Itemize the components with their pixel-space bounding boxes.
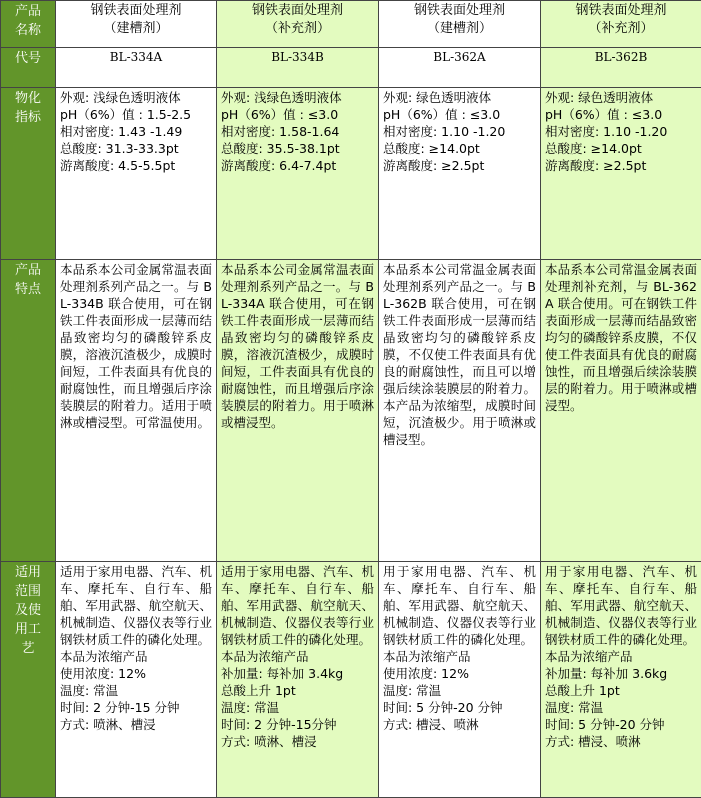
properties-cell [56, 88, 217, 260]
usage-note: 本品为浓缩产品 [221, 649, 309, 664]
usage-cell [217, 562, 379, 798]
product-type: （建槽剂） [103, 21, 169, 36]
usage-method: 方式: 槽浸、喷淋 [545, 734, 641, 749]
usage-scope: 适用于家用电器、汽车、机车、摩托车、自行车、船舶、军用武器、航空航天、机械制造、仪器仪表等行业钢铁材质工件的磷化处理。 [221, 564, 374, 647]
product-type: （补充剂） [264, 21, 330, 36]
ph-value: pH（6%）值 : 1.5-2.5 [60, 107, 192, 122]
appearance: 外观: 浅绿色透明液体 [60, 90, 181, 105]
total-acidity: 总酸度: ≥14.0pt [383, 141, 480, 156]
features-text: 本品系本公司金属常温表面处理剂系列产品之一。与 BL-334B 联合使用，可在钢铁工件表面形成一层薄而结晶致密均匀的磷酸锌系皮膜，溶液沉渣极少，成膜时间短，工件表面具有优良的耐腐蚀性，而且增强后序涂装膜层的附着力。适用于喷淋或槽浸型。可常温使用。 [60, 262, 212, 430]
product-name-cell [379, 1, 541, 48]
row-label-line: 物化 [14, 91, 41, 106]
free-acidity: 游离酸度: 6.4-7.4pt [221, 158, 337, 173]
row-label-line: 产品 [14, 263, 41, 278]
row-label-product-name [1, 1, 56, 48]
properties-cell [379, 88, 541, 260]
row-label-code: 代号 [1, 48, 56, 88]
product-name: 钢铁表面处理剂 [413, 3, 505, 18]
row-label-line: 艺 [21, 641, 35, 656]
features-text: 本品系本公司常温金属表面处理剂系列产品之一。与 BL-362B 联合使用，可在钢铁工件表面形成一层薄而结晶致密均匀的磷酸锌系皮膜，不仅使工件表面具有优良的耐腐蚀性，而且可以增强后续涂装膜层的附着力。本产品为浓缩型，成膜时间短，沉渣极少。用于喷淋或槽浸型。 [383, 262, 536, 447]
appearance: 外观: 浅绿色透明液体 [221, 90, 342, 105]
row-label-features [1, 260, 56, 562]
product-name-cell [217, 1, 379, 48]
row-label-line: 范围 [14, 584, 41, 599]
product-code: BL-362B [541, 48, 701, 88]
appearance: 外观: 绿色透明液体 [383, 90, 492, 105]
row-label-line: 特点 [14, 282, 41, 297]
usage-cell [541, 562, 701, 798]
usage-note: 本品为浓缩产品 [545, 649, 633, 664]
product-code: BL-334A [56, 48, 217, 88]
usage-method: 方式: 喷淋、槽浸 [60, 717, 156, 732]
free-acidity: 游离酸度: ≥2.5pt [545, 158, 647, 173]
usage-cell [379, 562, 541, 798]
row-label-line: 用工 [14, 622, 41, 637]
row-label-line: 指标 [14, 110, 41, 125]
usage-cell [56, 562, 217, 798]
product-code: BL-362A [379, 48, 541, 88]
usage-concentration: 使用浓度: 12% [60, 666, 146, 681]
properties-row [1, 88, 701, 260]
row-label-line: 产品 [14, 4, 41, 19]
row-label-line: 及使 [14, 603, 41, 618]
product-name-row [1, 1, 701, 48]
usage-acid-rise: 总酸上升 1pt [545, 683, 620, 698]
relative-density: 相对密度: 1.10 -1.20 [545, 124, 668, 139]
usage-replenish: 补加量: 每补加 3.4kg [221, 666, 344, 681]
row-label-line: 名称 [14, 23, 41, 38]
product-name: 钢铁表面处理剂 [251, 3, 343, 18]
features-cell [56, 260, 217, 562]
features-text: 本品系本公司金属常温表面处理剂系列产品之一。与 BL-334A 联合使用，可在钢铁工件表面形成一层薄而结晶致密均匀的磷酸锌系皮膜，溶液沉渣极少，成膜时间短，工件表面具有优良的耐腐蚀性，而且增强后序涂装膜层的附着力。用于喷淋或槽浸型。 [221, 262, 374, 430]
usage-scope: 用于家用电器、汽车、机车、摩托车、自行车、船舶、军用武器、航空航天、机械制造、仪器仪表等行业钢铁材质工件的磷化处理。 [545, 564, 697, 647]
usage-time: 时间: 2 分钟-15 分钟 [60, 700, 180, 715]
free-acidity: 游离酸度: ≥2.5pt [383, 158, 485, 173]
total-acidity: 总酸度: ≥14.0pt [545, 141, 642, 156]
relative-density: 相对密度: 1.43 -1.49 [60, 124, 183, 139]
properties-cell [217, 88, 379, 260]
product-code: BL-334B [217, 48, 379, 88]
usage-method: 方式: 槽浸、喷淋 [383, 717, 479, 732]
usage-concentration: 使用浓度: 12% [383, 666, 469, 681]
usage-method: 方式: 喷淋、槽浸 [221, 734, 317, 749]
usage-replenish: 补加量: 每补加 3.6kg [545, 666, 668, 681]
usage-time: 时间: 5 分钟-20 分钟 [383, 700, 503, 715]
usage-temperature: 温度: 常温 [60, 683, 119, 698]
relative-density: 相对密度: 1.58-1.64 [221, 124, 340, 139]
features-cell [217, 260, 379, 562]
ph-value: pH（6%）值 : ≤3.0 [221, 107, 339, 122]
total-acidity: 总酸度: 35.5-38.1pt [221, 141, 340, 156]
relative-density: 相对密度: 1.10 -1.20 [383, 124, 506, 139]
product-type: （建槽剂） [426, 21, 492, 36]
total-acidity: 总酸度: 31.3-33.3pt [60, 141, 179, 156]
usage-row [1, 562, 701, 798]
ph-value: pH（6%）值 : ≤3.0 [545, 107, 663, 122]
product-name-cell [56, 1, 217, 48]
usage-temperature: 温度: 常温 [383, 683, 442, 698]
product-name-cell [541, 1, 701, 48]
row-label-line: 适用 [14, 565, 41, 580]
features-cell [541, 260, 701, 562]
usage-temperature: 温度: 常温 [221, 700, 280, 715]
product-name: 钢铁表面处理剂 [90, 3, 182, 18]
row-label-usage [1, 562, 56, 798]
properties-cell [541, 88, 701, 260]
product-type: （补充剂） [588, 21, 654, 36]
usage-scope: 用于家用电器、汽车、机车、摩托车、自行车、船舶、军用武器、航空航天、机械制造、仪器仪表等行业钢铁材质工件的磷化处理。 [383, 564, 536, 647]
usage-acid-rise: 总酸上升 1pt [221, 683, 296, 698]
usage-time: 时间: 5 分钟-20 分钟 [545, 717, 665, 732]
code-row [1, 48, 701, 88]
ph-value: pH（6%）值 : ≤3.0 [383, 107, 501, 122]
free-acidity: 游离酸度: 4.5-5.5pt [60, 158, 176, 173]
usage-note: 本品为浓缩产品 [60, 649, 148, 664]
features-row [1, 260, 701, 562]
product-name: 钢铁表面处理剂 [575, 3, 667, 18]
usage-scope: 适用于家用电器、汽车、机车、摩托车、自行车、船舶、军用武器、航空航天、机械制造、仪器仪表等行业钢铁材质工件的磷化处理。 [60, 564, 212, 647]
usage-time: 时间: 2 分钟-15分钟 [221, 717, 337, 732]
usage-note: 本品为浓缩产品 [383, 649, 471, 664]
row-label-properties [1, 88, 56, 260]
usage-temperature: 温度: 常温 [545, 700, 604, 715]
appearance: 外观: 绿色透明液体 [545, 90, 654, 105]
features-cell [379, 260, 541, 562]
features-text: 本品系本公司常温金属表面处理剂补充剂，与 BL-362A 联合使用。可在钢铁工件表面形成一层薄而结晶致密均匀的磷酸锌系皮膜，不仅使工件表面具有优良的耐腐蚀性，而且增强后续涂装膜层的附着力。用于喷淋或槽浸型。 [545, 262, 697, 413]
